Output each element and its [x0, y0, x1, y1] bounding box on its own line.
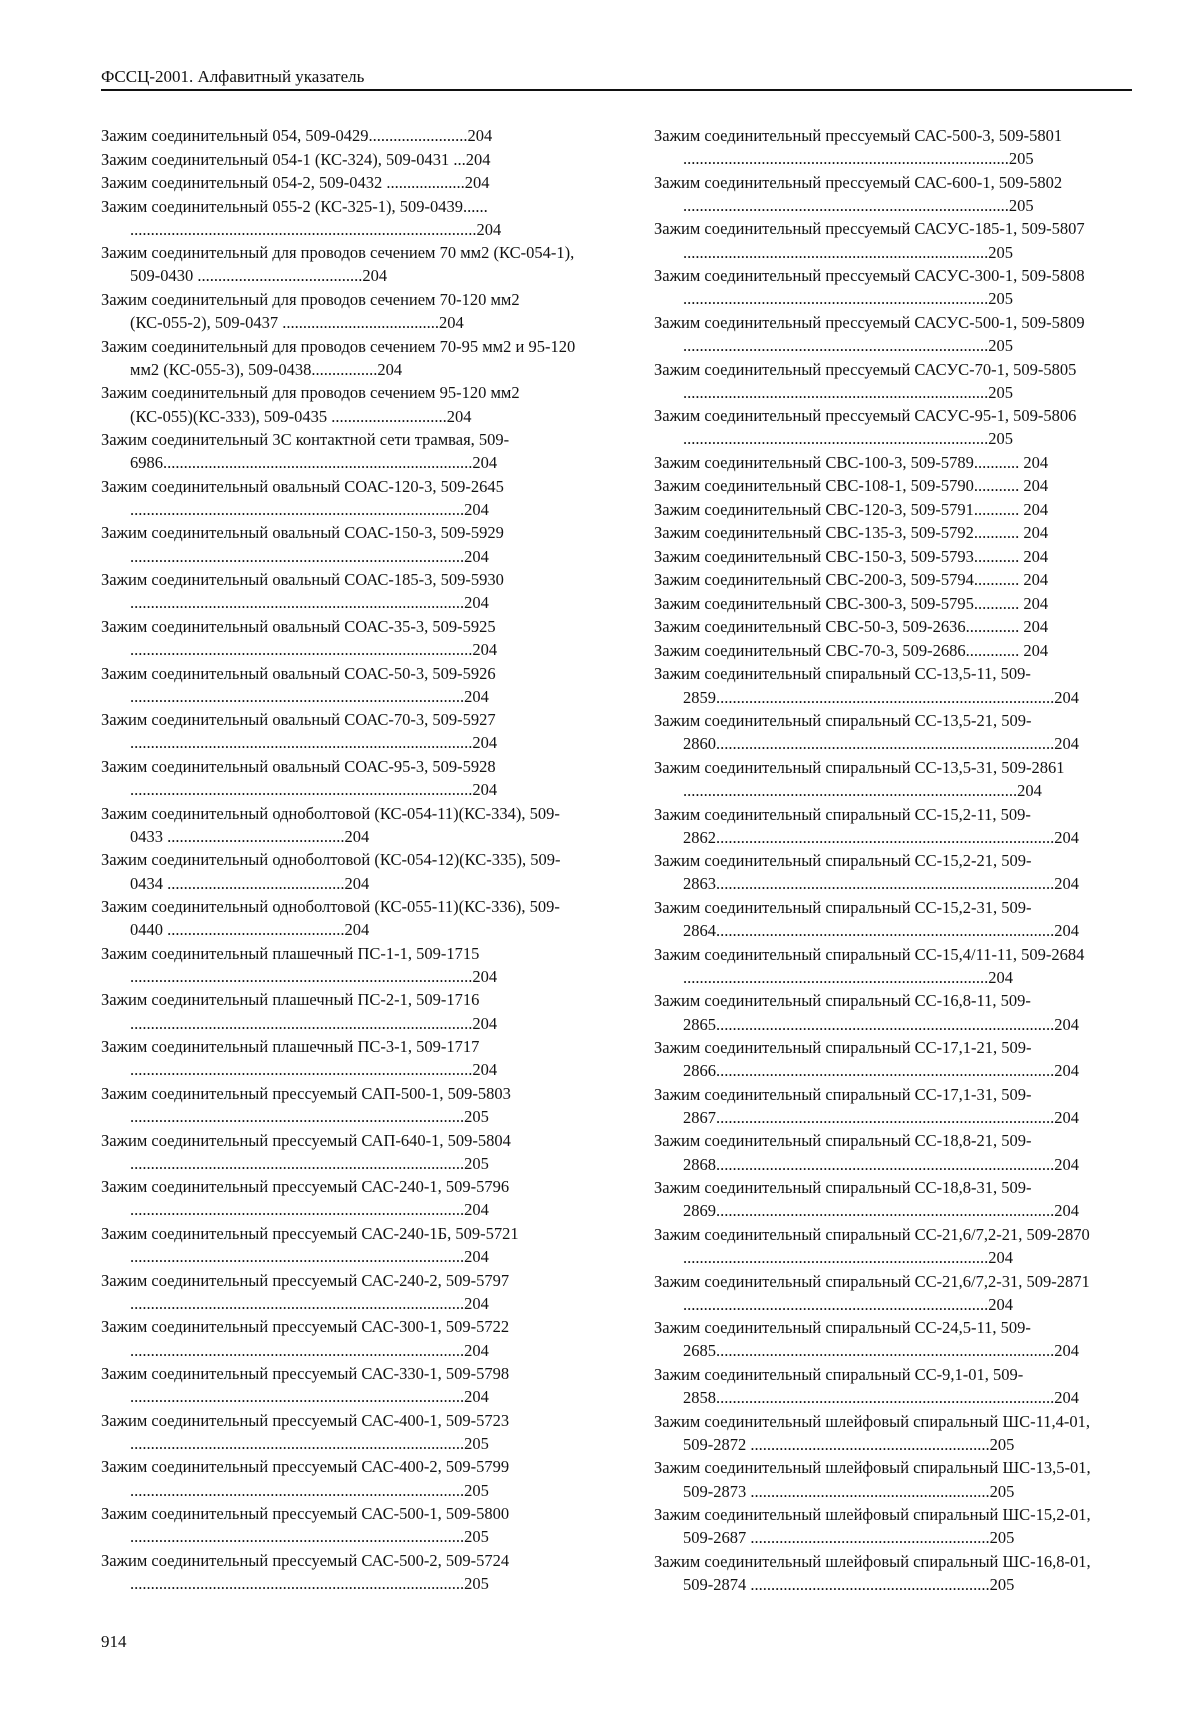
index-entry: Зажим соединительный 3С контактной сети трамвая, 509-6986...........................................................................204: [101, 430, 510, 473]
index-entry: Зажим соединительный плашечный ПС-3-1, 509-1717 ...................................................................................204: [101, 1037, 498, 1080]
index-entry: Зажим соединительный шлейфовый спиральный ШС-11,4-01, 509-2872 ..........................................................205: [654, 1411, 1091, 1454]
index-entry: Зажим соединительный СВС-100-3, 509-5789........... 204: [654, 452, 1049, 472]
index-column-right: [654, 124, 1120, 1596]
header-title: ФССЦ-2001. Алфавитный указатель: [101, 67, 365, 86]
index-entry: Зажим соединительный прессуемый САС-240-1, 509-5796 .................................................................................204: [101, 1177, 510, 1220]
index-entry: Зажим соединительный одноболтовой (КС-055-11)(КС-336), 509-0440 ...........................................204: [101, 897, 560, 940]
index-entry: Зажим соединительный овальный СОАС-70-3, 509-5927 ...................................................................................204: [101, 710, 498, 753]
index-entry: Зажим соединительный овальный СОАС-120-3, 509-2645 .................................................................................204: [101, 476, 504, 519]
index-entry: Зажим соединительный прессуемый САС-500-3, 509-5801 ...............................................................................205: [654, 126, 1063, 169]
index-entry: Зажим соединительный 054-2, 509-0432 ...................204: [101, 173, 490, 192]
index-entry: Зажим соединительный 055-2 (КС-325-1), 509-0439...... ....................................................................................204: [101, 196, 502, 239]
index-entry: Зажим соединительный спиральный СС-13,5-21, 509-2860..................................................................................204: [654, 711, 1079, 754]
index-entry: Зажим соединительный для проводов сечением 95-120 мм2 (КС-055)(КС-333), 509-0435 ............................204: [101, 383, 520, 426]
index-entry: Зажим соединительный овальный СОАС-50-3, 509-5926 .................................................................................204: [101, 663, 496, 706]
index-entry: Зажим соединительный одноболтовой (КС-054-12)(КС-335), 509-0434 ...........................................204: [101, 850, 561, 893]
index-entry: Зажим соединительный спиральный СС-13,5-11, 509-2859..................................................................................204: [654, 664, 1079, 707]
index-entry: Зажим соединительный прессуемый САСУС-185-1, 509-5807 ..........................................................................205: [654, 219, 1085, 262]
index-entry: Зажим соединительный СВС-300-3, 509-5795........... 204: [654, 593, 1049, 613]
index-entry: Зажим соединительный спиральный СС-15,2-31, 509-2864..................................................................................204: [654, 897, 1079, 941]
index-entry: Зажим соединительный спиральный СС-21,6/7,2-21, 509-2870 ..........................................................................204: [654, 1224, 1090, 1268]
index-entry: Зажим соединительный СВС-135-3, 509-5792........... 204: [654, 523, 1049, 543]
index-entry: Зажим соединительный СВС-50-3, 509-2636............. 204: [654, 617, 1049, 637]
index-entry: Зажим соединительный для проводов сечением 70 мм2 (КС-054-1), 509-0430 ........................................204: [101, 243, 575, 286]
index-entry: Зажим соединительный СВС-70-3, 509-2686............. 204: [654, 640, 1049, 660]
index-entry: Зажим соединительный СВС-120-3, 509-5791........... 204: [654, 499, 1049, 519]
index-entry: Зажим соединительный прессуемый САСУС-300-1, 509-5808 ..........................................................................205: [654, 266, 1085, 309]
index-entry: Зажим соединительный плашечный ПС-2-1, 509-1716 ...................................................................................204: [101, 990, 498, 1033]
index-entry: Зажим соединительный спиральный СС-15,2-21, 509-2863..................................................................................204: [654, 851, 1079, 894]
index-entry: Зажим соединительный прессуемый САС-400-1, 509-5723 .................................................................................205: [101, 1410, 510, 1453]
index-entry: Зажим соединительный СВС-150-3, 509-5793........... 204: [654, 546, 1049, 566]
index-entry: Зажим соединительный СВС-108-1, 509-5790........... 204: [654, 476, 1049, 496]
index-entry: Зажим соединительный прессуемый САП-640-1, 509-5804 .................................................................................205: [101, 1130, 511, 1173]
index-entry: Зажим соединительный прессуемый САС-500-1, 509-5800 .................................................................................205: [101, 1504, 510, 1547]
index-entry: Зажим соединительный спиральный СС-18,8-31, 509-2869..................................................................................204: [654, 1178, 1079, 1221]
index-entry: Зажим соединительный 054, 509-0429........................204: [101, 126, 493, 145]
index-entry: Зажим соединительный прессуемый САС-500-2, 509-5724 .................................................................................205: [101, 1550, 510, 1594]
index-entry: Зажим соединительный прессуемый САС-240-1Б, 509-5721 .................................................................................204: [101, 1223, 519, 1267]
index-entry: Зажим соединительный овальный СОАС-35-3, 509-5925 ...................................................................................204: [101, 616, 498, 660]
index-entry: Зажим соединительный шлейфовый спиральный ШС-15,2-01, 509-2687 ..........................................................205: [654, 1505, 1091, 1548]
index-entry: Зажим соединительный спиральный СС-15,4/11-11, 509-2684 ..........................................................................204: [654, 944, 1085, 987]
index-column-left: [101, 124, 585, 1596]
index-entry: Зажим соединительный плашечный ПС-1-1, 509-1715 ...................................................................................204: [101, 943, 498, 986]
index-entry: Зажим соединительный прессуемый САС-330-1, 509-5798 .................................................................................204: [101, 1364, 510, 1407]
index-entry: Зажим соединительный для проводов сечением 70-120 мм2 (КС-055-2), 509-0437 ......................................204: [101, 289, 520, 333]
index-entry: Зажим соединительный спиральный СС-15,2-11, 509-2862..................................................................................204: [654, 804, 1079, 847]
index-entry: Зажим соединительный прессуемый САСУС-95-1, 509-5806 ..........................................................................205: [654, 406, 1077, 449]
index-entry: Зажим соединительный прессуемый САС-600-1, 509-5802 ...............................................................................205: [654, 172, 1063, 215]
index-entry: Зажим соединительный овальный СОАС-95-3, 509-5928 ...................................................................................204: [101, 756, 498, 800]
index-entry: Зажим соединительный прессуемый САСУС-70-1, 509-5805 ..........................................................................205: [654, 359, 1077, 402]
running-header: [101, 66, 1132, 91]
index-entry: Зажим соединительный спиральный СС-18,8-21, 509-2868..................................................................................204: [654, 1131, 1079, 1174]
index-entry: Зажим соединительный спиральный СС-24,5-11, 509-2685..................................................................................204: [654, 1318, 1079, 1361]
index-entry: Зажим соединительный 054-1 (КС-324), 509-0431 ...204: [101, 149, 491, 169]
index-entry: Зажим соединительный шлейфовый спиральный ШС-16,8-01, 509-2874 ..........................................................205: [654, 1551, 1091, 1594]
index-entry: Зажим соединительный овальный СОАС-150-3, 509-5929 .................................................................................204: [101, 523, 504, 566]
index-entry: Зажим соединительный спиральный СС-17,1-31, 509-2867..................................................................................204: [654, 1084, 1079, 1127]
index-entry: Зажим соединительный для проводов сечением 70-95 мм2 и 95-120 мм2 (КС-055-3), 509-0438................204: [101, 336, 576, 379]
index-entry: Зажим соединительный прессуемый САС-300-1, 509-5722 .................................................................................204: [101, 1317, 510, 1360]
index-entry: Зажим соединительный овальный СОАС-185-3, 509-5930 .................................................................................204: [101, 570, 504, 613]
index-entry: Зажим соединительный спиральный СС-17,1-21, 509-2866..................................................................................204: [654, 1038, 1079, 1081]
index-entry: Зажим соединительный спиральный СС-21,6/7,2-31, 509-2871 ..........................................................................204: [654, 1271, 1090, 1314]
index-entry: Зажим соединительный спиральный СС-9,1-01, 509-2858..................................................................................204: [654, 1364, 1079, 1408]
index-entry: Зажим соединительный спиральный СС-16,8-11, 509-2865..................................................................................204: [654, 991, 1079, 1034]
page-number: 914: [101, 1632, 127, 1651]
index-entry: Зажим соединительный спиральный СС-13,5-31, 509-2861 .................................................................................204: [654, 757, 1065, 801]
index-entry: Зажим соединительный прессуемый САСУС-500-1, 509-5809 ..........................................................................205: [654, 312, 1085, 356]
index-entry: Зажим соединительный прессуемый САС-400-2, 509-5799 .................................................................................205: [101, 1457, 510, 1500]
index-entry: Зажим соединительный прессуемый САС-240-2, 509-5797 .................................................................................204: [101, 1270, 510, 1313]
index-entry: Зажим соединительный шлейфовый спиральный ШС-13,5-01, 509-2873 ..........................................................205: [654, 1458, 1091, 1501]
index-entry: Зажим соединительный прессуемый САП-500-1, 509-5803 .................................................................................205: [101, 1083, 511, 1127]
index-entry: Зажим соединительный одноболтовой (КС-054-11)(КС-334), 509-0433 ...........................................204: [101, 803, 560, 846]
index-entry: Зажим соединительный СВС-200-3, 509-5794........... 204: [654, 570, 1049, 590]
